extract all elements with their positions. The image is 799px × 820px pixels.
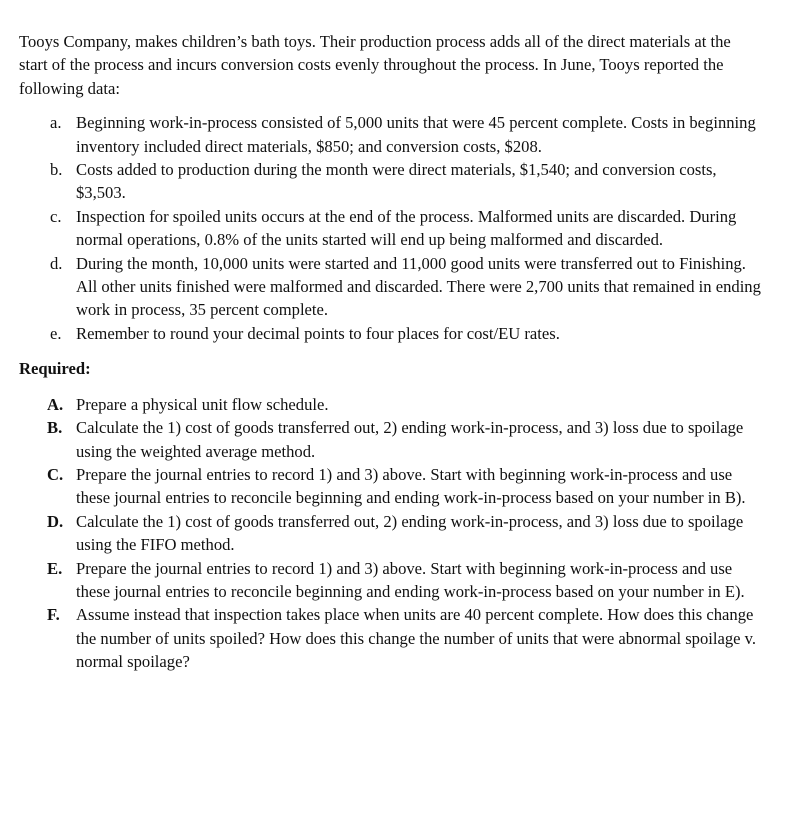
list-item-text: During the month, 10,000 units were started and 11,000 good units were transferred out to Finishing. All other units finished were malformed and discarded. There were 2,700 units that remained in ending work in process, 35 percent complete.	[76, 253, 761, 320]
required-marker: D.	[47, 511, 64, 531]
list-marker: c.	[50, 206, 62, 226]
required-item-text: Prepare a physical unit flow schedule.	[76, 394, 329, 414]
required-item-d	[19, 510, 766, 557]
list-item-text: Costs added to production during the month were direct materials, $1,540; and conversion costs, $3,503.	[76, 160, 717, 203]
list-item-a	[19, 111, 766, 158]
required-marker: A.	[47, 394, 64, 414]
list-item-d	[19, 252, 766, 322]
required-heading: Required:	[19, 359, 91, 379]
list-item-text: Remember to round your decimal points to four places for cost/EU rates.	[76, 323, 560, 343]
data-list	[19, 111, 769, 345]
required-item-text: Prepare the journal entries to record 1) and 3) above. Start with beginning work-in-process and use these journal entries to reconcile beginning and ending work-in-process based on your number in E).	[76, 558, 745, 601]
required-item-text: Calculate the 1) cost of goods transferred out, 2) ending work-in-process, and 3) loss due to spoilage using the FIFO method.	[76, 511, 744, 555]
required-item-a	[19, 393, 766, 416]
list-marker: a.	[50, 113, 62, 133]
required-item-text: Calculate the 1) cost of goods transferred out, 2) ending work-in-process, and 3) loss due to spoilage using the weighted average method.	[76, 418, 744, 461]
required-item-b	[19, 416, 766, 463]
required-list	[19, 393, 769, 674]
required-item-e	[19, 557, 766, 604]
list-marker: b.	[50, 160, 63, 180]
required-item-text: Prepare the journal entries to record 1) and 3) above. Start with beginning work-in-process and use these journal entries to reconcile beginning and ending work-in-process based on your number in B).	[76, 464, 746, 508]
required-item-f	[19, 603, 766, 673]
required-marker: C.	[47, 464, 64, 484]
list-item-c	[19, 205, 766, 252]
list-marker: e.	[50, 323, 62, 343]
list-item-text: Inspection for spoiled units occurs at the end of the process. Malformed units are discarded. During normal operations, 0.8% of the units started will end up being malformed and discarded.	[76, 206, 737, 250]
list-marker: d.	[50, 253, 63, 273]
intro-paragraph: Tooys Company, makes children’s bath toys. Their production process adds all of the direct materials at the start of the process and incurs conversion costs evenly throughout the process. In June, Tooys reported the following data:	[19, 32, 731, 98]
required-item-c	[19, 463, 766, 510]
required-marker: E.	[47, 558, 63, 578]
required-marker: F.	[47, 605, 60, 625]
list-item-b	[19, 158, 766, 205]
required-marker: B.	[47, 418, 63, 438]
list-item-e	[19, 322, 766, 345]
required-item-text: Assume instead that inspection takes place when units are 40 percent complete. How does this change the number of units spoiled? How does this change the number of units that were abnormal spoilage v. normal spoilage?	[76, 605, 757, 672]
list-item-text: Beginning work-in-process consisted of 5,000 units that were 45 percent complete. Costs in beginning inventory included direct materials, $850; and conversion costs, $208.	[76, 113, 756, 156]
